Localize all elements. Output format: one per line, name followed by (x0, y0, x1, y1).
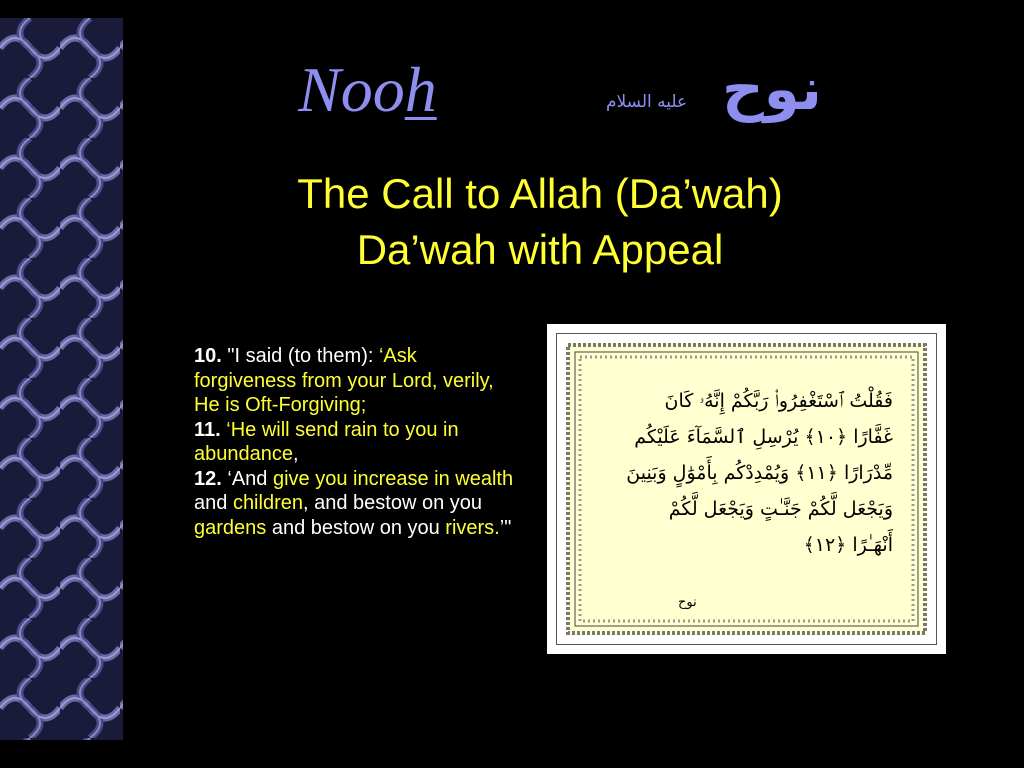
title-honorific: عليه السلام (606, 92, 688, 112)
verse-11-comma: , (292, 443, 299, 465)
subtitle-line-2: Da’wah with Appeal (356, 226, 724, 273)
quran-line: أَنْهَـٰرًا ﴿١٢﴾ (803, 534, 893, 556)
verse-12-highlight-2: children (232, 492, 303, 514)
verse-11-number: 11. (194, 418, 221, 441)
verse-11-text: ‘He will send rain to you in abundance (194, 418, 459, 465)
quran-verse-lines (602, 383, 893, 563)
verse-12-part-3: , and bestow on you (302, 492, 482, 514)
verse-12-highlight-1: give you increase in wealth (272, 467, 514, 490)
quran-line: وَيَجْعَل لَّكُمْ جَنَّـٰتٍ وَيَجْعَل لَّكُمْ (668, 498, 893, 520)
quran-text-image (547, 324, 946, 654)
quran-line: مِّدْرَارًا ﴿١١﴾ وَيُمْدِدْكُم بِأَمْوَٰلٍ وَبَنِينَ (626, 462, 893, 484)
verse-10-intro: "I said (to them): (221, 345, 379, 367)
title-latin-main: Noo (298, 54, 405, 125)
subtitle-line-1: The Call to Allah (Da’wah) (297, 170, 783, 217)
verse-12-end: ’" (499, 516, 512, 539)
verse-12-highlight-4: rivers. (445, 516, 500, 539)
quran-line: فَقُلْتُ ٱسْتَغْفِرُوا۟ رَبَّكُمْ إِنَّهُۥ كَانَ (664, 390, 893, 412)
quran-line: غَفَّارًا ﴿١٠﴾ يُرْسِلِ ٱلسَّمَآءَ عَلَيْكُم (634, 426, 893, 448)
title-row (290, 52, 850, 142)
title-latin (298, 54, 437, 125)
verse-12-highlight-3: gardens (194, 516, 267, 539)
verse-12-part-2: and (194, 492, 233, 514)
verse-12-part-1: ‘And (221, 467, 273, 490)
verses-text (194, 344, 524, 540)
verse-12-number: 12. (194, 467, 222, 490)
title-arabic: نوح (722, 55, 822, 123)
verse-10-number: 10. (194, 345, 222, 367)
quran-page (557, 334, 936, 644)
verse-12-part-4: and bestow on you (266, 516, 446, 539)
verse-10-text: ‘Ask forgiveness from your Lord, verily, He is Oft-Forgiving; (194, 345, 494, 416)
subtitle (250, 166, 830, 278)
title-latin-underlined: h (404, 54, 437, 125)
decorative-border-strip (0, 18, 123, 740)
sura-label: نوح (678, 595, 697, 610)
